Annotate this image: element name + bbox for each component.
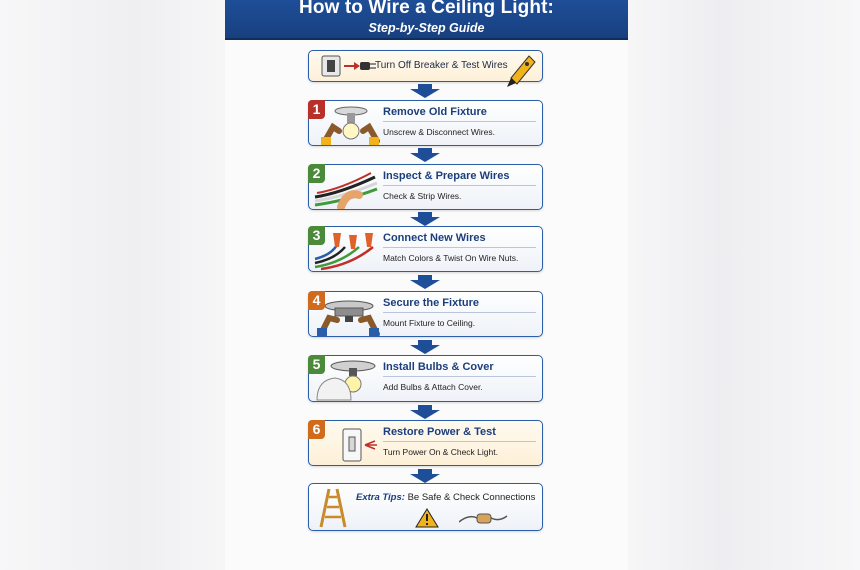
step-title: Remove Old Fixture	[383, 106, 536, 122]
step-description: Add Bulbs & Attach Cover.	[383, 382, 483, 392]
step-1	[308, 100, 543, 146]
step-number: 1	[308, 100, 325, 119]
step-2	[308, 164, 543, 210]
wire-connector-icon	[459, 510, 509, 528]
step-number: 5	[308, 355, 325, 374]
background-right	[628, 0, 860, 570]
step-title: Secure the Fixture	[383, 297, 536, 313]
step-number: 4	[308, 291, 325, 310]
step-title: Restore Power & Test	[383, 426, 536, 442]
extra-tips	[308, 483, 543, 531]
step-title: Connect New Wires	[383, 232, 536, 248]
ladder-icon	[313, 487, 353, 529]
tips-body: Be Safe & Check Connections	[407, 492, 536, 503]
step-title: Inspect & Prepare Wires	[383, 170, 536, 186]
title-banner	[225, 0, 628, 40]
background-left	[0, 0, 225, 570]
warning-icon	[415, 508, 439, 528]
down-arrow-icon	[410, 340, 440, 354]
step-title: Install Bulbs & Cover	[383, 361, 536, 377]
step-3	[308, 226, 543, 272]
step-description: Match Colors & Twist On Wire Nuts.	[383, 253, 519, 263]
down-arrow-icon	[410, 405, 440, 419]
step-5	[308, 355, 543, 402]
step-description: Turn Power On & Check Light.	[383, 447, 498, 457]
page-subtitle: Step-by-Step Guide	[368, 21, 485, 35]
down-arrow-icon	[410, 148, 440, 162]
voltage-tester-icon	[507, 54, 537, 88]
down-arrow-icon	[410, 84, 440, 98]
tips-label: Extra Tips:	[356, 492, 405, 503]
down-arrow-icon	[410, 212, 440, 226]
tips-text	[356, 492, 535, 503]
step-description: Mount Fixture to Ceiling.	[383, 318, 476, 328]
intro-step	[308, 50, 543, 82]
intro-text: Turn Off Breaker & Test Wires	[375, 60, 508, 71]
step-4	[308, 291, 543, 337]
step-number: 2	[308, 164, 325, 183]
step-description: Check & Strip Wires.	[383, 191, 462, 201]
guide-poster	[225, 0, 628, 570]
step-number: 3	[308, 226, 325, 245]
down-arrow-icon	[410, 469, 440, 483]
step-number: 6	[308, 420, 325, 439]
step-6	[308, 420, 543, 466]
down-arrow-icon	[410, 275, 440, 289]
step-description: Unscrew & Disconnect Wires.	[383, 127, 495, 137]
page-title: How to Wire a Ceiling Light:	[299, 0, 554, 18]
